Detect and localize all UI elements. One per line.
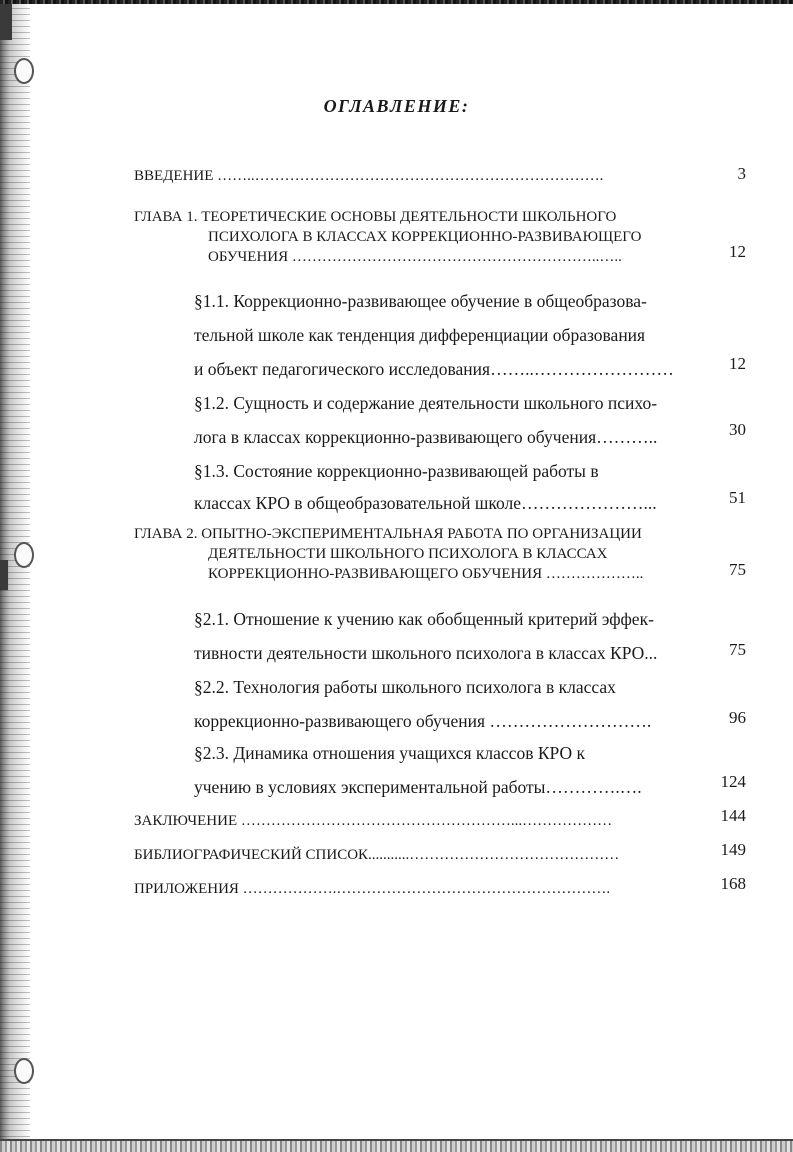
toc-s11-page: 12 — [729, 354, 746, 373]
scan-dark-band-top — [0, 0, 12, 40]
toc-s11-line3: и объект педагогического исследования……..…………………… — [194, 359, 674, 379]
toc-s12-line1: §1.2. Сущность и содержание деятельности школьного психо- — [194, 393, 658, 413]
toc-s13-page: 51 — [729, 488, 746, 507]
binding-hole-bottom — [14, 1058, 34, 1084]
toc-conclusion-text: ЗАКЛЮЧЕНИЕ ………………………………………………...……………… — [134, 813, 613, 829]
toc-s21-line1: §2.1. Отношение к учению как обобщенный критерий эффек- — [194, 609, 654, 629]
toc-s11-line2: тельной школе как тенденция дифференциации образования — [194, 325, 646, 345]
toc-s12-line2: лога в классах коррекционно-развивающего обучения……….. — [194, 427, 658, 447]
binding-hole-middle — [14, 542, 34, 568]
toc-appendix-page: 168 — [720, 874, 746, 893]
toc-chapter2-line2: ДЕЯТЕЛЬНОСТИ ШКОЛЬНОГО ПСИХОЛОГА В КЛАССАХ — [208, 546, 608, 562]
toc-s22-page: 96 — [729, 708, 746, 727]
toc-s11-line1: §1.1. Коррекционно-развивающее обучение в общеобразова- — [194, 291, 647, 311]
toc-s13-line1: §1.3. Состояние коррекционно-развивающей работы в — [194, 461, 599, 481]
toc-conclusion-page: 144 — [720, 806, 746, 825]
toc-chapter1-page: 12 — [729, 242, 746, 261]
toc-chapter1-line2: ПСИХОЛОГА В КЛАССАХ КОРРЕКЦИОННО-РАЗВИВАЮЩЕГО — [208, 229, 642, 245]
toc-chapter1-line3: ОБУЧЕНИЯ ……………………………………………………..….. — [208, 249, 622, 265]
toc-s23-line2: учению в условиях экспериментальной работы………….…. — [194, 777, 642, 797]
toc-s21-page: 75 — [729, 640, 746, 659]
toc-appendix-text: ПРИЛОЖЕНИЯ ……………….………………………………………………. — [134, 881, 611, 897]
toc-s12-page: 30 — [729, 420, 746, 439]
scan-bottom-edge — [0, 1141, 793, 1152]
toc-chapter1-line1: ГЛАВА 1. ТЕОРЕТИЧЕСКИЕ ОСНОВЫ ДЕЯТЕЛЬНОСТИ ШКОЛЬНОГО — [134, 209, 617, 225]
scan-top-edge — [0, 0, 793, 4]
toc-s13-line2: классах КРО в общеобразовательной школе…………………... — [194, 493, 657, 513]
toc-chapter2-line3: КОРРЕКЦИОННО-РАЗВИВАЮЩЕГО ОБУЧЕНИЯ ……………….. — [208, 566, 644, 582]
toc-bibliography-page: 149 — [720, 840, 746, 859]
toc-s23-line1: §2.3. Динамика отношения учащихся классов КРО к — [194, 743, 585, 763]
page-title: ОГЛАВЛЕНИЕ: — [323, 96, 470, 116]
toc-intro-text: ВВЕДЕНИЕ ……..……………………………………………………………. — [134, 168, 604, 184]
toc-s22-line2: коррекционно-развивающего обучения ………………………. — [194, 711, 652, 731]
toc-bibliography-text: БИБЛИОГРАФИЧЕСКИЙ СПИСОК...........…………………………………… — [134, 847, 620, 863]
toc-chapter2-line1: ГЛАВА 2. ОПЫТНО-ЭКСПЕРИМЕНТАЛЬНАЯ РАБОТА ПО ОРГАНИЗАЦИИ — [134, 526, 642, 542]
toc-s21-line2: тивности деятельности школьного психолога в классах КРО... — [194, 643, 658, 663]
toc-intro-page: 3 — [737, 164, 746, 183]
toc-s23-page: 124 — [720, 772, 746, 791]
toc-s22-line1: §2.2. Технология работы школьного психолога в классах — [194, 677, 616, 697]
binding-hole-top — [14, 58, 34, 84]
toc-chapter2-page: 75 — [729, 560, 746, 579]
scan-dark-band-middle — [0, 560, 8, 590]
